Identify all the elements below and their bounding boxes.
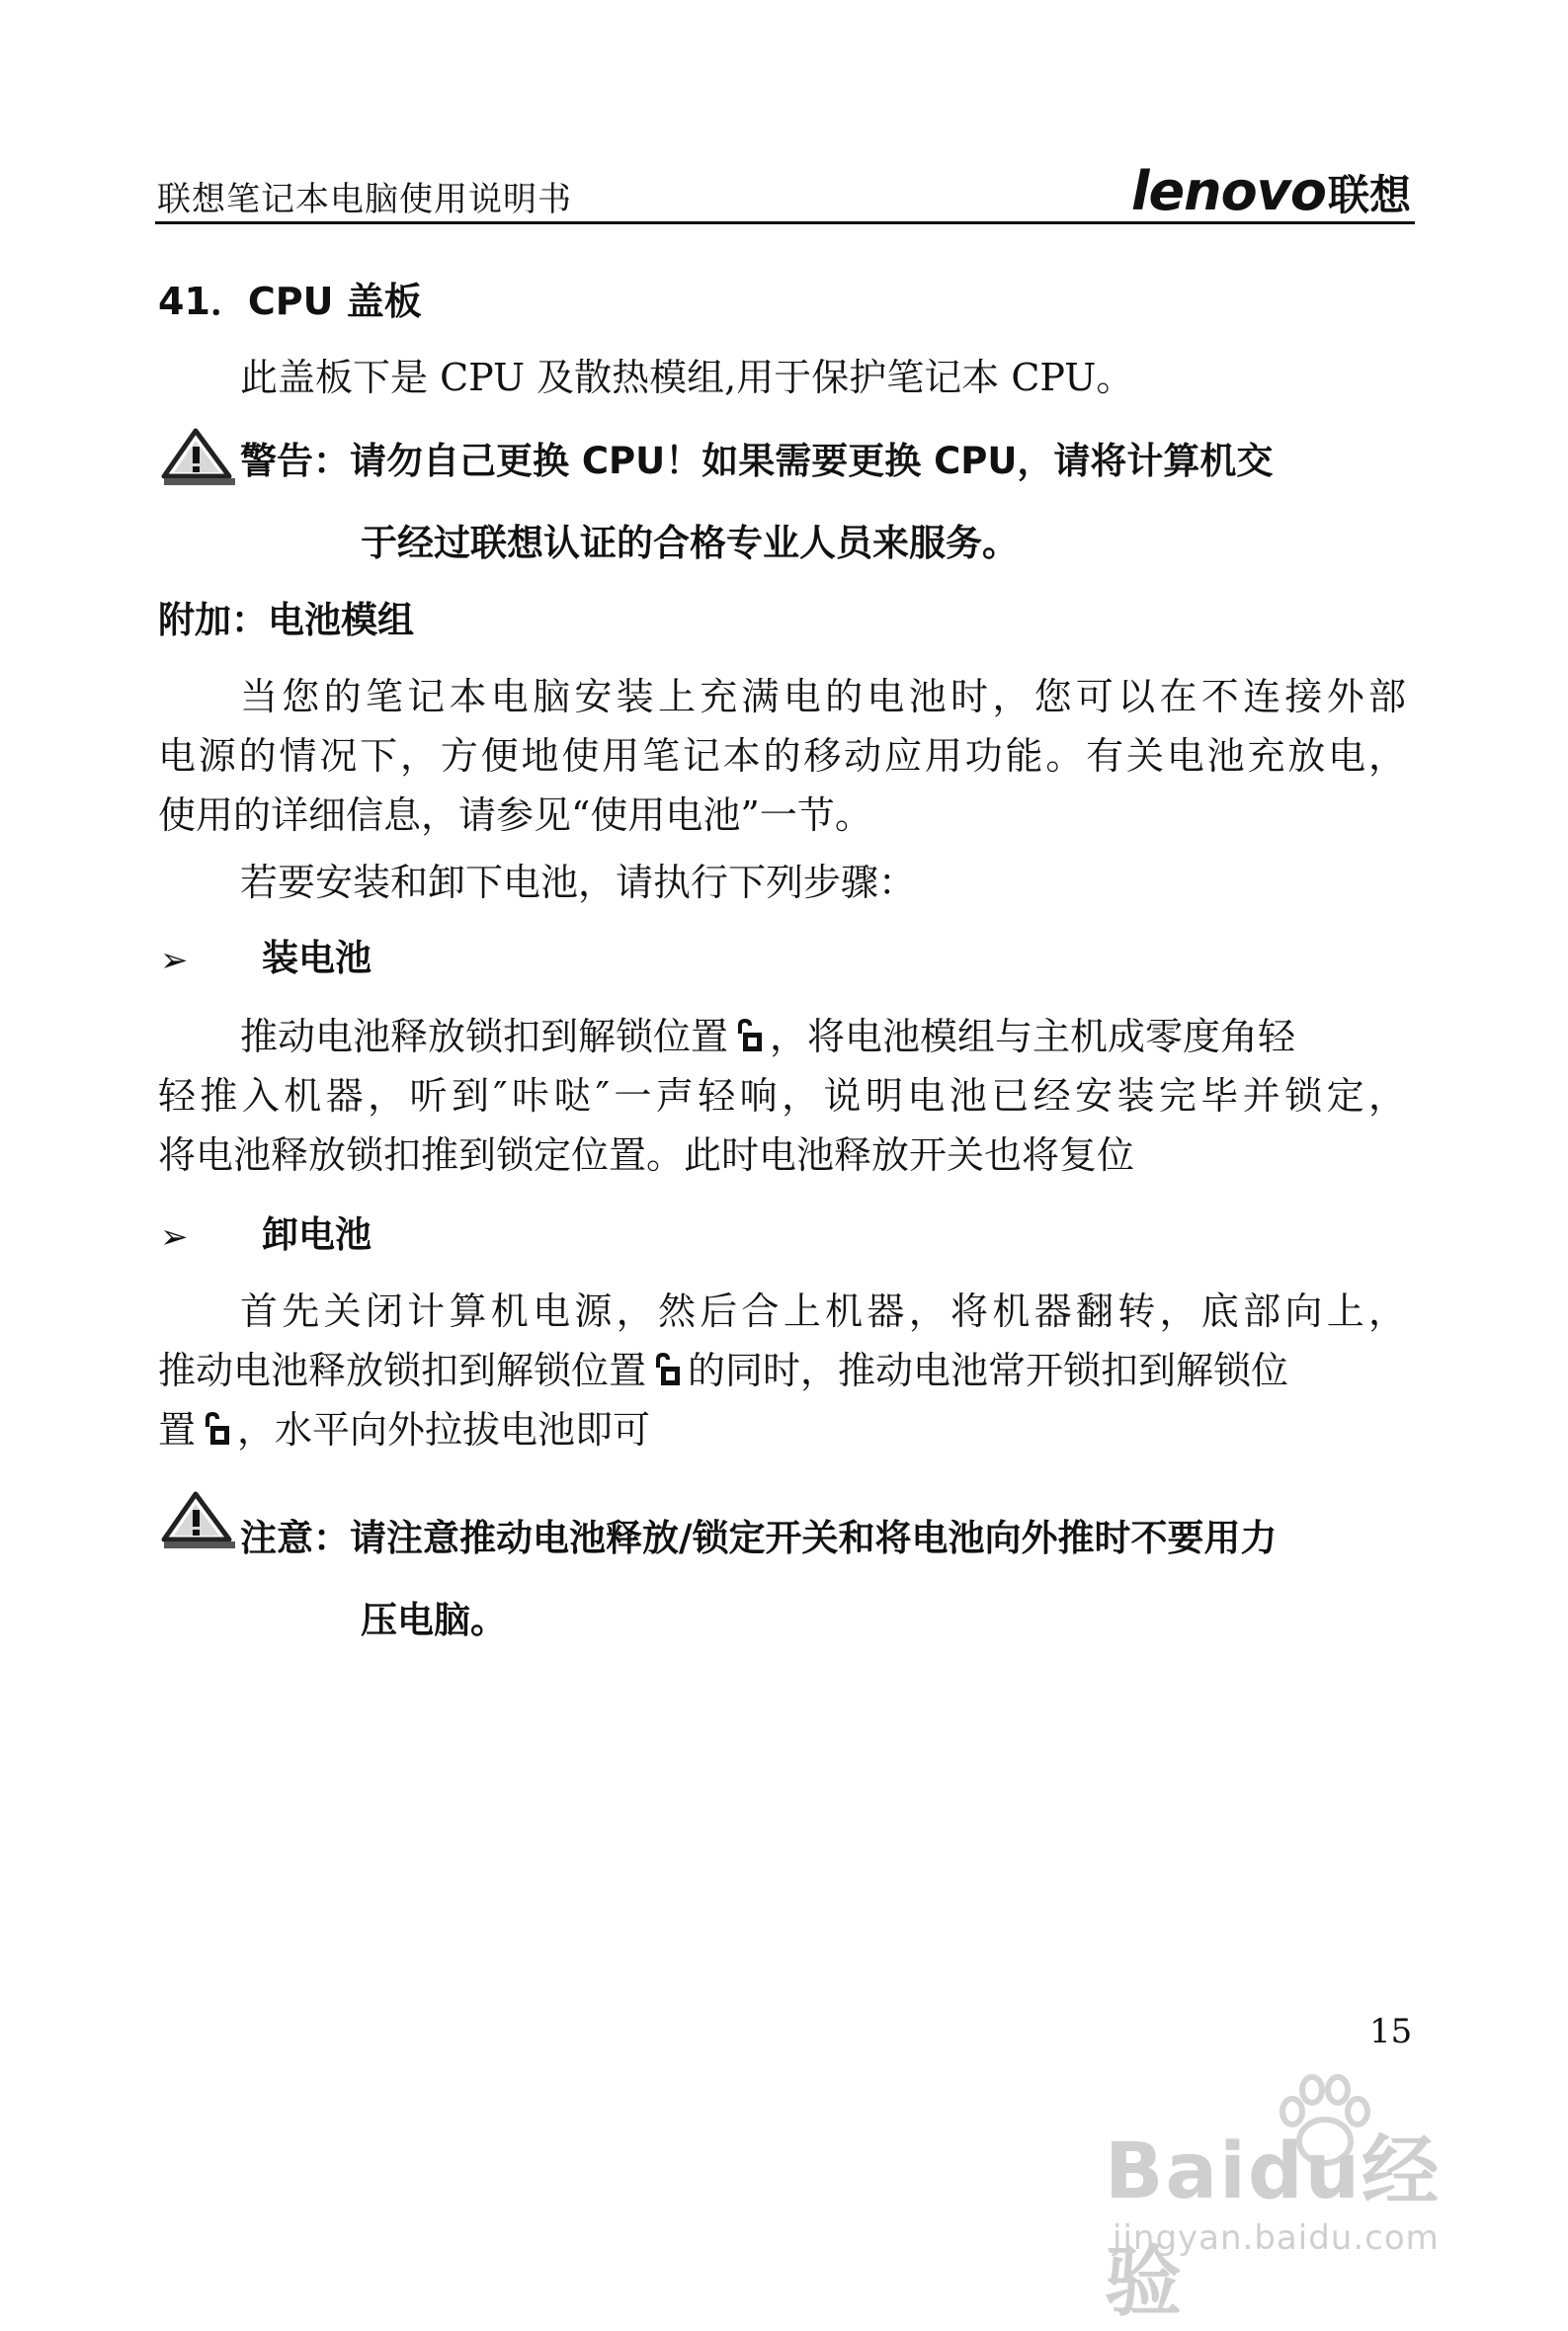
remove-battery-heading: 卸电池	[262, 1213, 371, 1256]
lenovo-logo	[1131, 160, 1411, 222]
notice-line-1: 注意：请注意推动电池释放/锁定开关和将电池向外推时不要用力	[240, 1517, 1278, 1559]
install-line-1	[240, 1015, 1295, 1060]
appendix-para1-line3: 使用的详细信息，请参见“使用电池”一节。	[158, 793, 872, 837]
baidu-watermark	[1105, 2070, 1490, 2327]
section-heading-cpu-cover: 41．CPU 盖板	[158, 280, 422, 323]
remove-line-2	[158, 1349, 1288, 1394]
appendix-heading: 附加：电池模组	[158, 599, 414, 641]
remove-line-2a: 推动电池释放锁扣到解锁位置	[158, 1349, 647, 1392]
warning-icon	[160, 1490, 239, 1551]
bullet-arrow-icon: ➢	[160, 941, 189, 980]
remove-line-3b: ，水平向外拉拔电池即可	[237, 1408, 651, 1452]
warning-line-2: 于经过联想认证的合格专业人员来服务。	[361, 522, 1019, 564]
warning-icon	[160, 427, 239, 488]
page-number: 15	[1369, 2012, 1413, 2051]
page-header	[155, 160, 1415, 224]
unlock-icon	[734, 1018, 764, 1053]
header-title: 联想笔记本电脑使用说明书	[157, 180, 572, 219]
install-line-1a: 推动电池释放锁扣到解锁位置	[240, 1015, 729, 1058]
unlock-icon	[652, 1352, 682, 1387]
install-line-3: 将电池释放锁扣推到锁定位置。此时电池释放开关也将复位	[158, 1133, 1135, 1177]
appendix-para1-line2: 电源的情况下，方便地使用笔记本的移动应用功能。有关电池充放电，	[158, 734, 1406, 778]
remove-line-3a: 置	[158, 1408, 197, 1452]
notice-line-2: 压电脑。	[361, 1599, 507, 1641]
install-line-1b: ，将电池模组与主机成零度角轻	[770, 1015, 1296, 1058]
logo-text-en: lenovo	[1131, 160, 1326, 222]
cpu-cover-description: 此盖板下是 CPU 及散热模组,用于保护笔记本 CPU。	[240, 356, 1134, 399]
remove-line-3	[158, 1408, 650, 1454]
watermark-url: jingyan.baidu.com	[1113, 2218, 1440, 2258]
remove-line-1: 首先关闭计算机电源，然后合上机器，将机器翻转，底部向上，	[240, 1290, 1406, 1333]
watermark-main: Baidu经验	[1105, 2127, 1442, 2327]
warning-line-1: 警告：请勿自己更换 CPU！如果需要更换 CPU，请将计算机交	[240, 440, 1274, 482]
bullet-arrow-icon: ➢	[160, 1217, 189, 1257]
appendix-para2: 若要安装和卸下电池，请执行下列步骤：	[240, 861, 917, 904]
unlock-icon	[202, 1411, 231, 1447]
appendix-para1-line1: 当您的笔记本电脑安装上充满电的电池时，您可以在不连接外部	[240, 675, 1406, 718]
logo-text-cn: 联想	[1327, 171, 1411, 219]
install-line-2: 轻推入机器，听到″咔哒″一声轻响，说明电池已经安装完毕并锁定，	[158, 1074, 1406, 1118]
remove-line-2b: 的同时，推动电池常开锁扣到解锁位	[688, 1349, 1289, 1392]
install-battery-heading: 装电池	[262, 937, 371, 979]
